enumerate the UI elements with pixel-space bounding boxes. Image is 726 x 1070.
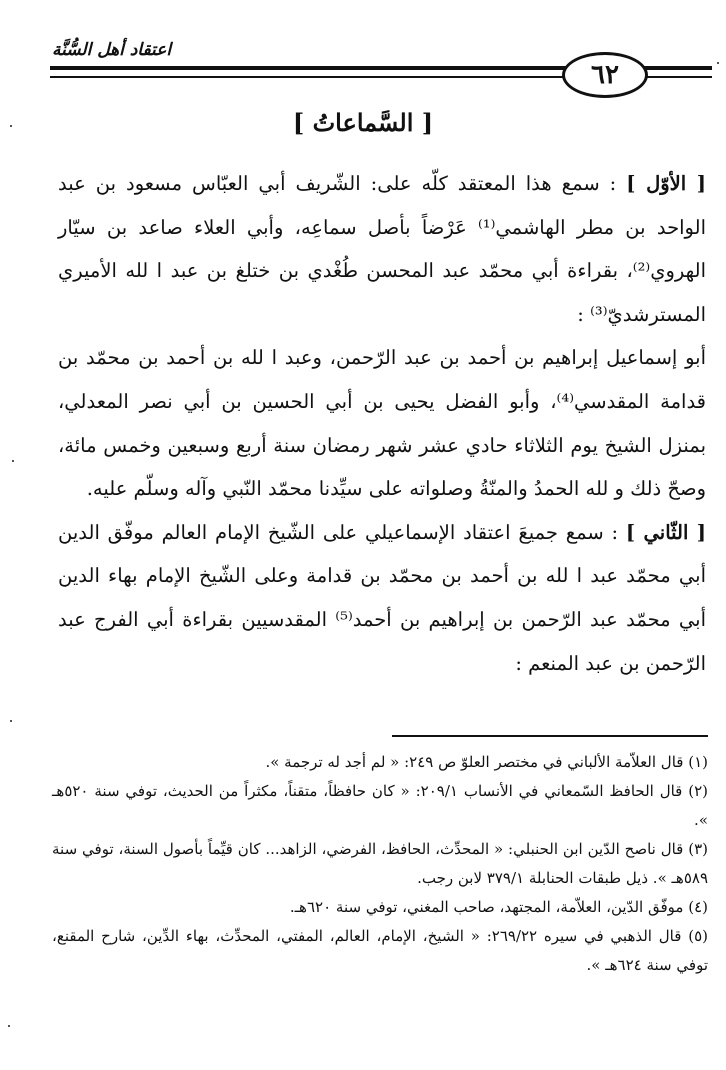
- footnote-3: (٣) قال ناصح الدّين ابن الحنبلي: « المحدِّث، الحافظ، الفرضي، الزاهد... كان قيِّماً بأصول السنة، توفي سنة ٥٨٩هـ ». ذيل طبقات الحنابلة ٣٧٩/١ لابن رجب.: [52, 840, 708, 887]
- scan-speck: [10, 125, 12, 127]
- page-number: ٦٢: [562, 52, 648, 98]
- paragraph-body: : سمع جميعَ اعتقاد الإسماعيلي على الشّيخ الإمام العالم موفّق الدين أبي محمّد عبد ا لله بن أحمد بن محمّد بن قدامة وعلى الشّيخ الإمام بهاء الدين أبي محمّد عبد الرّحمن بن إبراهيم بن أحمد⁽⁵⁾ المقدسيين بقراءة أبي الفرج عبد الرّحمن بن عبد المنعم :: [58, 520, 706, 675]
- paragraph-body: أبو إسماعيل إبراهيم بن أحمد بن عبد الرّحمن، وعبد ا لله بن أحمد بن محمّد بن قدامة المقدسي⁽⁴⁾، وأبو الفضل يحيى بن أبي الحسين بن أبي نصر المعدلي، بمنزل الشيخ يوم الثلاثاء حادي عشر شهر رمضان سنة أربع وسبعين وخمس مائة، وصحّ ذلك و لله الحمدُ والمنّةُ وصلواته على سيِّدنا محمّد النّبي وآله وسلّم عليه.: [58, 346, 706, 501]
- running-title: اعتقاد أهل السُّنَّة: [52, 40, 172, 60]
- scan-speck: [8, 1025, 10, 1027]
- footnote-5: (٥) قال الذهبي في سيره ٢٦٩/٢٢: « الشيخ، الإمام، العالم، المفتي، المحدِّث، بهاء الدِّين، شارح المقنع، توفي سنة ٦٢٤هـ ».: [52, 927, 708, 974]
- footnote-1: (١) قال العلاّمة الألباني في مختصر العلوّ ص ٢٤٩: « لم أجد له ترجمة ».: [265, 753, 708, 771]
- paragraph-auditors: [58, 336, 706, 510]
- paragraph-body: : سمع هذا المعتقد كلّه على: الشّريف أبي العبّاس مسعود بن عبد الواحد بن مطر الهاشمي⁽¹⁾ عَرْضاً بأصل سماعِه، وأبي العلاء صاعد بن سيّار الهروي⁽²⁾، بقراءة أبي محمّد عبد المحسن طُغْدي بن ختلغ بن عبد ا لله الأميري المسترشديّ⁽³⁾ :: [58, 172, 706, 326]
- footnotes: [52, 748, 708, 980]
- scan-speck: [717, 62, 719, 64]
- main-text: [58, 162, 706, 685]
- paragraph-label: [ الثّاني ]: [625, 520, 706, 544]
- footnote-4: (٤) موفّق الدّين، العلاّمة، المجتهد، صاحب المغني، توفي سنة ٦٢٠هـ.: [289, 898, 708, 916]
- footnote-separator: [392, 735, 708, 737]
- scan-speck: [12, 460, 14, 462]
- footnote-2: (٢) قال الحافظ السّمعاني في الأنساب ٢٠٩/١: « كان حافظاً، متقناً، مكثراً من الحديث، توفي سنة ٥٢٠هـ ».: [52, 782, 708, 829]
- paragraph-first-audition: [58, 162, 706, 336]
- paragraph-label: [ الأوّل ]: [626, 172, 706, 195]
- section-heading: [ السَّماعاتُ ]: [292, 108, 434, 137]
- paragraph-second-audition: [58, 511, 706, 685]
- scan-speck: [10, 720, 12, 722]
